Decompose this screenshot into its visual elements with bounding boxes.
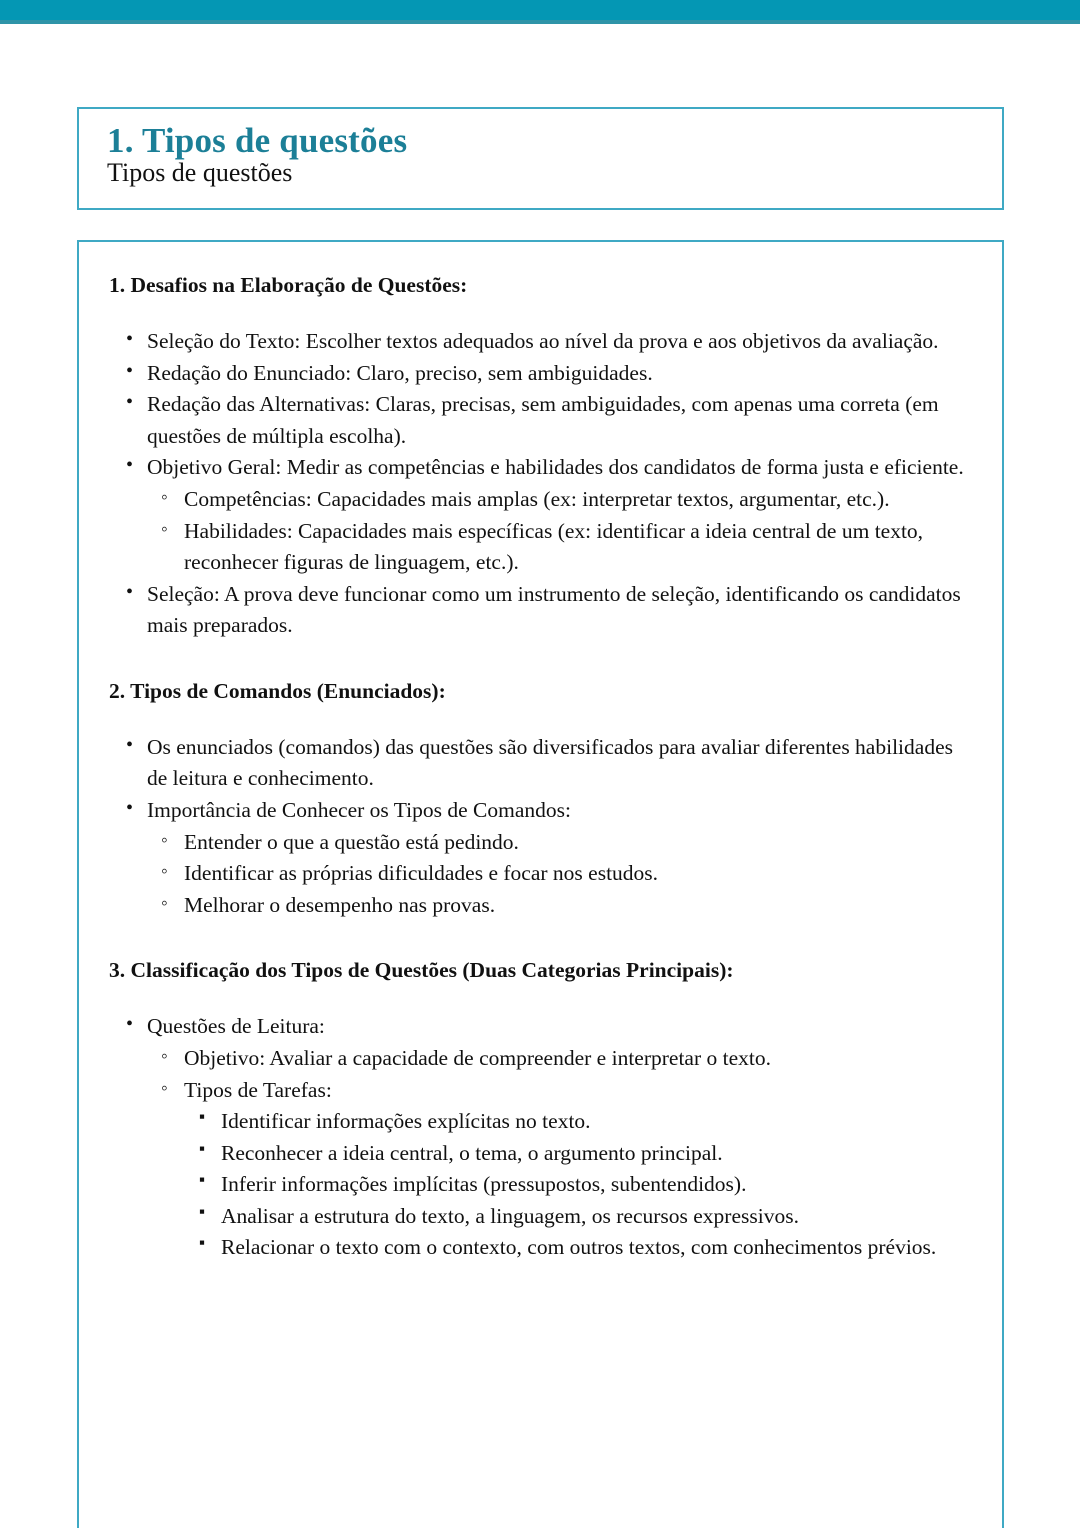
- list-item: ◦ Identificar as próprias dificuldades e focar nos estudos.: [146, 858, 972, 890]
- list-item: • Importância de Conhecer os Tipos de Comandos:: [109, 795, 972, 827]
- section-bullet-list: [109, 326, 972, 642]
- top-decorative-band: [0, 0, 1080, 20]
- list-item: ▪ Identificar informações explícitas no texto.: [183, 1106, 972, 1138]
- list-item: ◦ Habilidades: Capacidades mais específicas (ex: identificar a ideia central de um texto, reconhecer figuras de linguagem, etc.).: [146, 516, 972, 579]
- list-item: ▪ Inferir informações implícitas (pressupostos, subentendidos).: [183, 1169, 972, 1201]
- section-heading: 1. Desafios na Elaboração de Questões:: [109, 273, 468, 297]
- list-item: ◦ Melhorar o desempenho nas provas.: [146, 890, 972, 922]
- list-item: • Redação do Enunciado: Claro, preciso, sem ambiguidades.: [109, 358, 972, 390]
- page-subtitle: Tipos de questões: [107, 157, 293, 187]
- sub-bullet-list: [109, 827, 972, 922]
- title-box: [77, 107, 1004, 210]
- list-item: • Seleção: A prova deve funcionar como um instrumento de seleção, identificando os candidatos mais preparados.: [109, 579, 972, 642]
- sub-bullet-list: [109, 1043, 972, 1264]
- section-bullet-list: [109, 732, 972, 922]
- section-heading: 2. Tipos de Comandos (Enunciados):: [109, 678, 446, 703]
- content-box: [77, 240, 1004, 1528]
- sections-container: [109, 272, 972, 1264]
- list-item: ◦ Tipos de Tarefas:: [146, 1075, 972, 1107]
- list-item: ◦ Objetivo: Avaliar a capacidade de compreender e interpretar o texto.: [146, 1043, 972, 1075]
- sub-sub-bullet-list: [109, 1106, 972, 1264]
- section-bullet-list: [109, 1011, 972, 1264]
- list-item: • Objetivo Geral: Medir as competências e habilidades dos candidatos de forma justa e eficiente.: [109, 452, 972, 484]
- list-item: ◦ Competências: Capacidades mais amplas (ex: interpretar textos, argumentar, etc.).: [146, 484, 972, 516]
- list-item: ▪ Relacionar o texto com o contexto, com outros textos, com conhecimentos prévios.: [183, 1232, 972, 1264]
- list-item: ▪ Reconhecer a ideia central, o tema, o argumento principal.: [183, 1138, 972, 1170]
- list-item: • Questões de Leitura:: [109, 1011, 972, 1043]
- list-item: • Os enunciados (comandos) das questões são diversificados para avaliar diferentes habilidades de leitura e conhecimento.: [109, 732, 972, 795]
- section-heading: 3. Classificação dos Tipos de Questões (Duas Categorias Principais):: [109, 958, 734, 983]
- list-item: • Redação das Alternativas: Claras, precisas, sem ambiguidades, com apenas uma correta (em questões de múltipla escolha).: [109, 389, 972, 452]
- document-page: [0, 24, 1080, 1528]
- list-item: • Seleção do Texto: Escolher textos adequados ao nível da prova e aos objetivos da avaliação.: [109, 326, 972, 358]
- list-item: ◦ Entender o que a questão está pedindo.: [146, 827, 972, 859]
- list-item: ▪ Analisar a estrutura do texto, a linguagem, os recursos expressivos.: [183, 1201, 972, 1233]
- page-title: 1. Tipos de questões: [107, 121, 408, 160]
- sub-bullet-list: [109, 484, 972, 579]
